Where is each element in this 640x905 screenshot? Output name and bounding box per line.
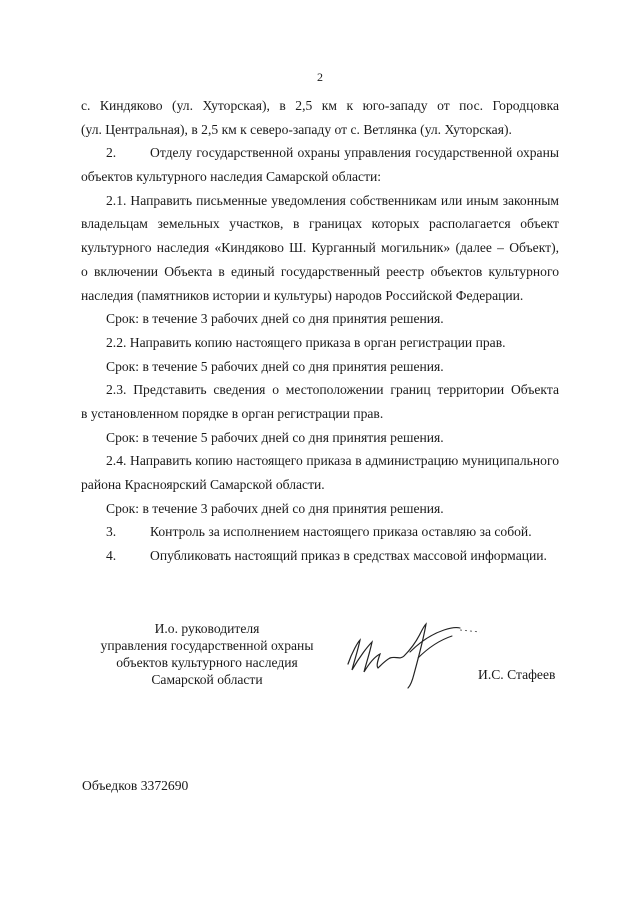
paragraph-line: 2.2. Направить копию настоящего приказа в орган регистрации прав. [106,334,506,350]
item-3 [81,521,559,544]
handwritten-signature [340,612,490,692]
document-body [81,95,559,569]
signatory-title-line: Самарской области [151,672,263,687]
executor-note: Объедков 3372690 [82,778,189,793]
item-text: Отделу государственной охраны управления государственной охраны [150,145,559,161]
item-number: 4. [106,548,117,564]
page-number: 2 [317,70,323,84]
paragraph-line: в установленном порядке в орган регистрации прав. [81,405,384,421]
item-4 [81,545,559,568]
paragraph-line: (ул. Центральная), в 2,5 км к северо-западу от с. Ветлянка (ул. Хуторская). [81,121,512,137]
item-2 [81,142,559,165]
paragraph-line: владельцам земельных участков, в границах которых располагается объект [81,216,559,232]
paragraph-line: района Красноярский Самарской области. [81,477,325,492]
item-text: Контроль за исполнением настоящего приказа оставляю за собой. [150,524,532,540]
item-number: 2. [106,145,117,161]
signer-name: И.С. Стафеев [478,667,556,682]
paragraph-line: 2.4. Направить копию настоящего приказа в администрацию муниципального [106,453,559,469]
deadline-line: Срок: в течение 3 рабочих дней со дня принятия решения. [106,500,444,516]
signatory-title-line: И.о. руководителя [154,621,260,636]
paragraph-line: с. Киндяково (ул. Хуторская), в 2,5 км к юго-западу от пос. Городцовка [81,98,559,113]
paragraph-line: наследия (памятников истории и культуры) народов Российской Федерации. [81,287,524,303]
paragraph-line: культурного наследия «Киндяково Ш. Курганный могильник» (далее – Объект), [81,240,559,256]
paragraph-line: объектов культурного наследия Самарской области: [81,169,382,185]
item-text: Опубликовать настоящий приказ в средствах массовой информации. [150,548,547,564]
signatory-title-line: управления государственной охраны [100,638,314,653]
paragraph-line: 2.1. Направить письменные уведомления собственникам или иным законным [106,192,559,208]
item-number: 3. [106,524,117,540]
signatory-title-line: объектов культурного наследия [116,655,298,670]
paragraph-line: о включении Объекта в единый государственный реестр объектов культурного [81,263,559,279]
deadline-line: Срок: в течение 5 рабочих дней со дня принятия решения. [106,358,444,374]
deadline-line: Срок: в течение 5 рабочих дней со дня принятия решения. [106,429,444,445]
paragraph-line: 2.3. Представить сведения о местоположении границ территории Объекта [106,382,559,398]
signatory-title [82,620,332,688]
deadline-line: Срок: в течение 3 рабочих дней со дня принятия решения. [106,311,444,327]
